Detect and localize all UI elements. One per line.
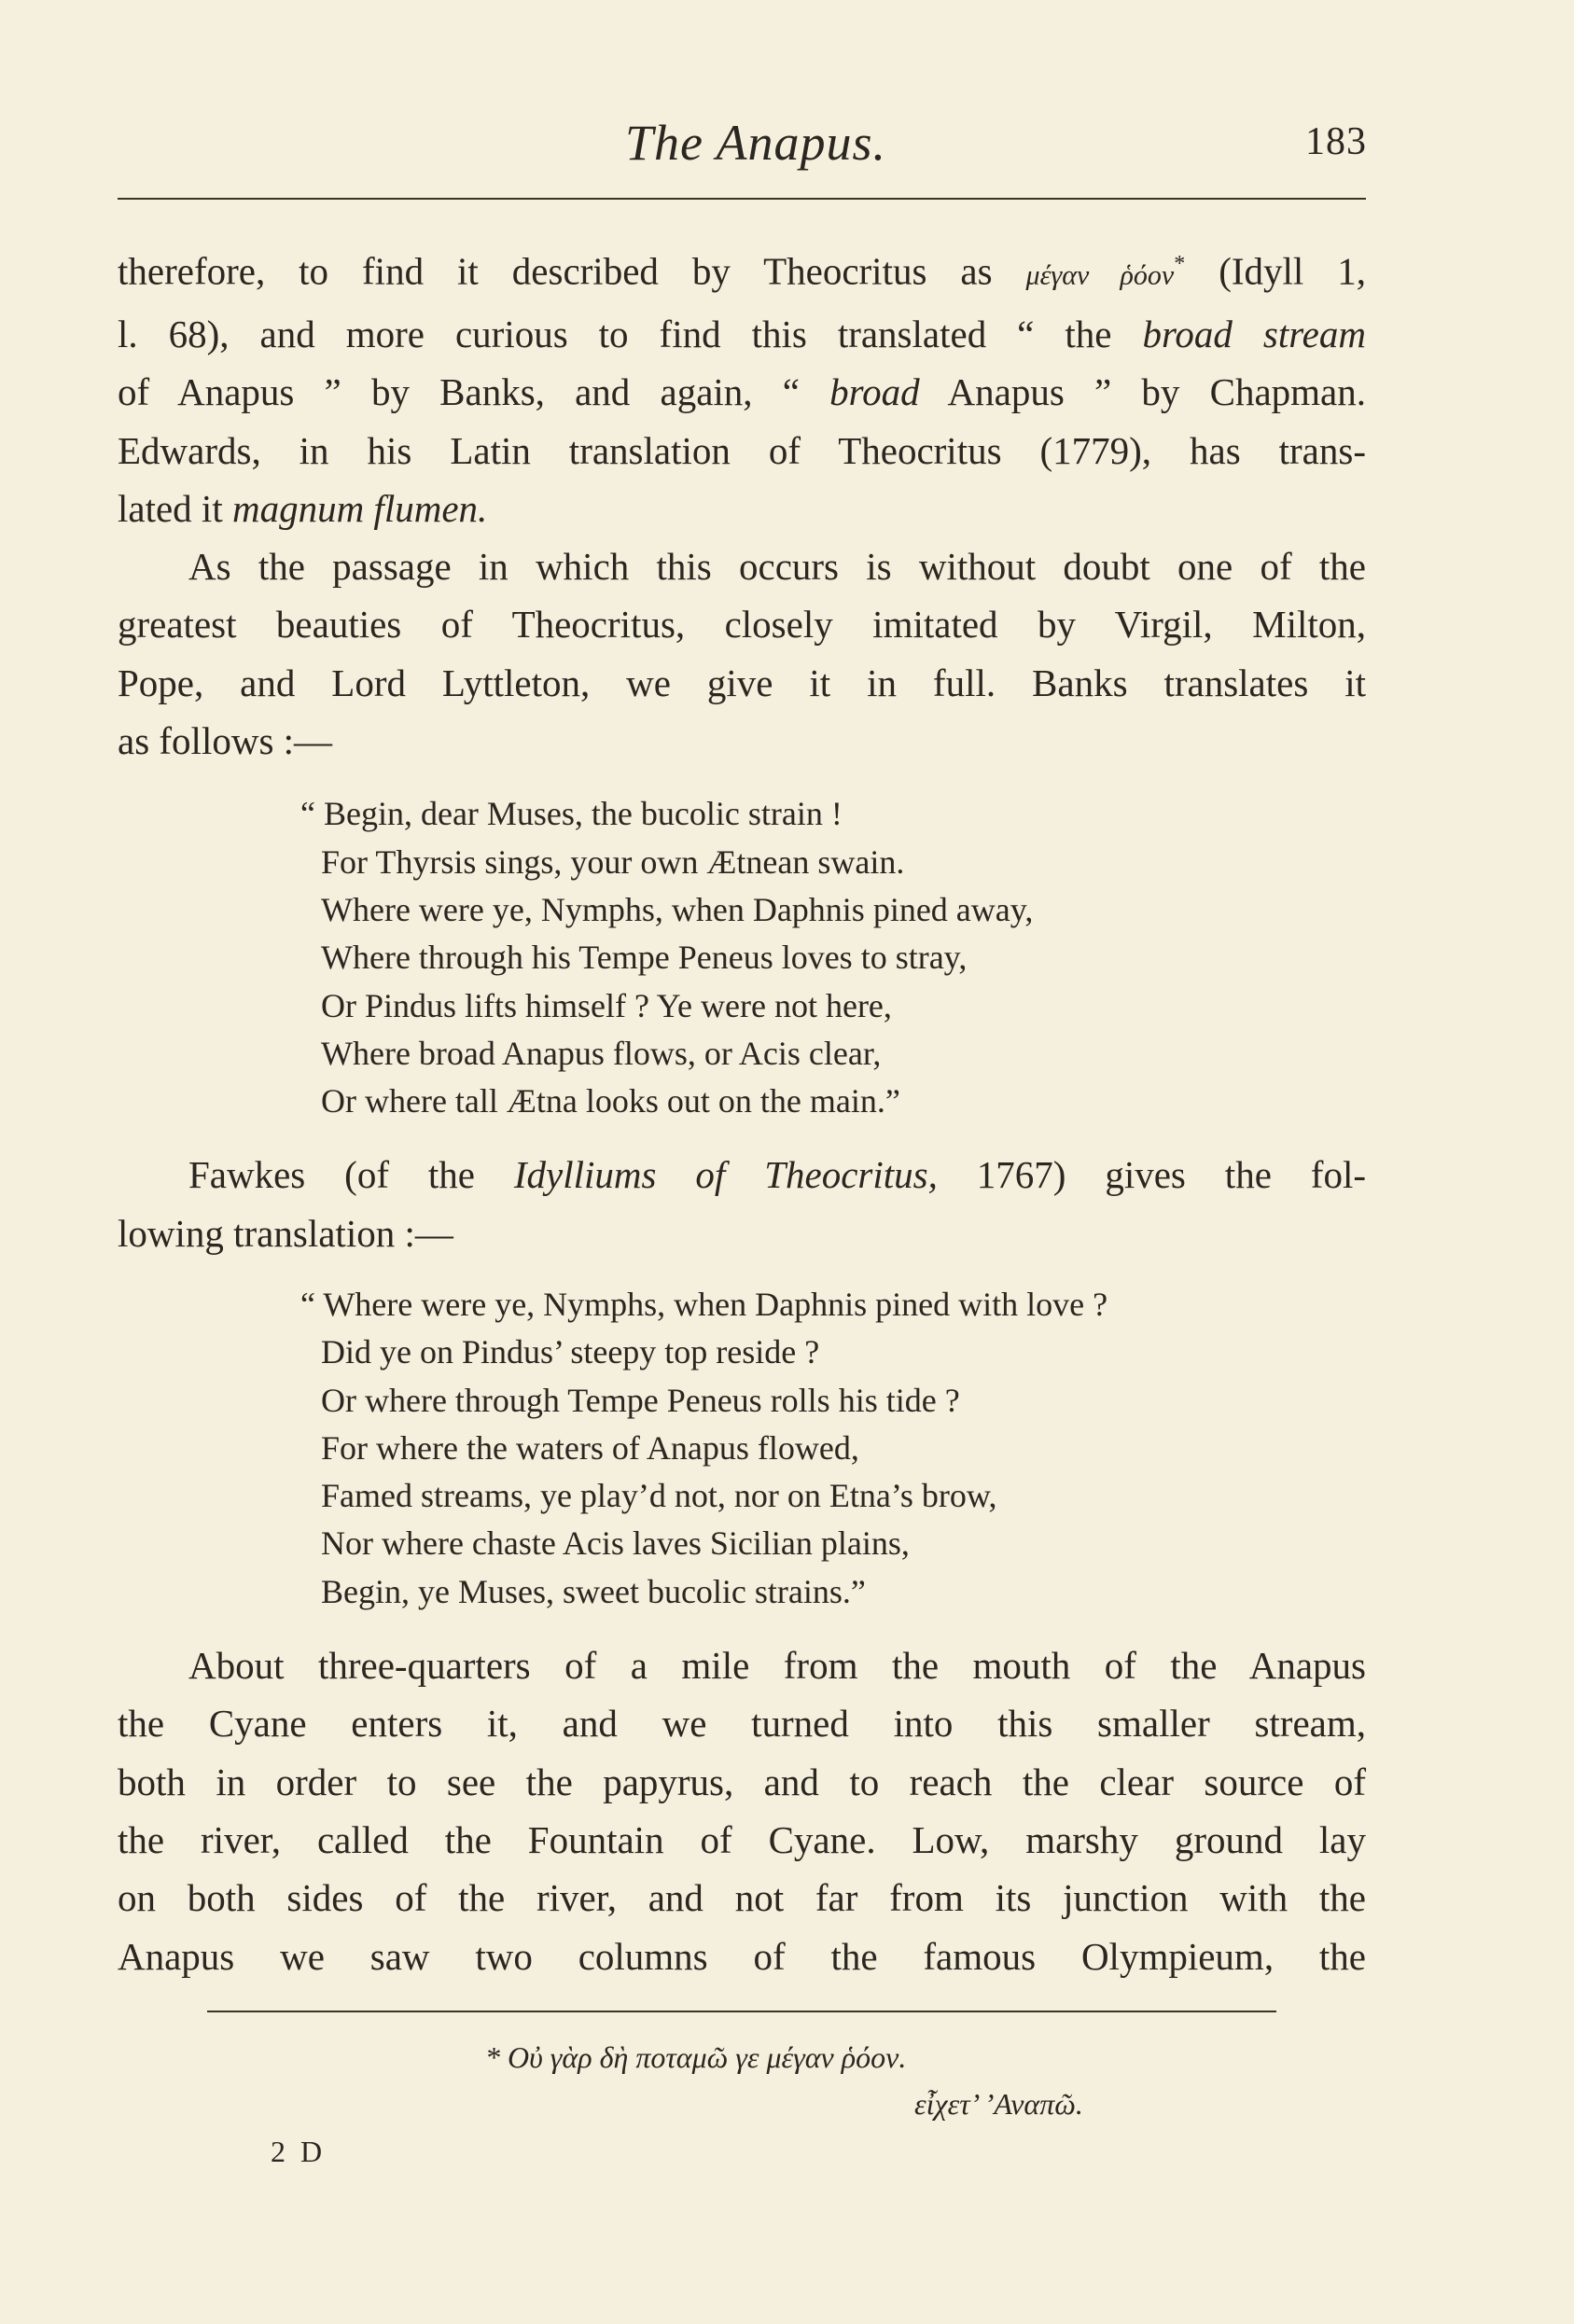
- footnote-line: * Οὐ γὰρ δὴ ποταμῶ γε μέγαν ῥόον.: [485, 2040, 907, 2074]
- footnote-marker: *: [1174, 252, 1186, 276]
- text-span: Fawkes (of the: [188, 1153, 514, 1197]
- verse-line: “ Begin, dear Muses, the bucolic strain !: [300, 795, 843, 833]
- paragraph-4: [118, 1636, 1366, 1985]
- verse-line: Where broad Anapus flows, or Acis clear,: [321, 1034, 882, 1072]
- verse-line: Begin, ye Muses, sweet bucolic strains.”: [321, 1572, 866, 1610]
- running-head-title: The Anapus.: [624, 115, 887, 171]
- greek-phrase: μέγαν ῥόον: [1025, 259, 1175, 291]
- text-span: (Idyll 1,: [1185, 249, 1366, 293]
- verse-line: For where the waters of Anapus flowed,: [321, 1428, 859, 1467]
- verse-line: For Thyrsis sings, your own Ætnean swain.: [321, 842, 905, 881]
- text-span: l. 68), and more curious to find this translated “ the: [118, 312, 1143, 355]
- verse-line: Or Pindus lifts himself ? Ye were not here,: [321, 986, 892, 1024]
- verse-quotation-banks: [300, 790, 1280, 1125]
- text-line: [118, 480, 1366, 537]
- text-line: [118, 1146, 1366, 1204]
- paragraph-1: [118, 235, 1366, 537]
- text-line: [118, 363, 1366, 421]
- text-line: lowing translation :—: [118, 1211, 453, 1255]
- signature-mark: 2 D: [271, 2135, 327, 2168]
- verse-quotation-fawkes: [300, 1281, 1280, 1616]
- footnote: [485, 2034, 1194, 2127]
- text-span: therefore, to find it described by Theocritus as: [118, 249, 1026, 293]
- verse-line: “ Where were ye, Nymphs, when Daphnis pined with love ?: [300, 1286, 1108, 1323]
- text-line: [118, 235, 1366, 305]
- paragraph-2: [118, 537, 1366, 770]
- paragraph-3: [118, 1146, 1366, 1262]
- text-span: 1767) gives the fol-: [937, 1153, 1366, 1197]
- page-number: 183: [1305, 120, 1367, 163]
- italic-phrase: Idylliums of Theocritus,: [513, 1153, 938, 1197]
- verse-line: Where were ye, Nymphs, when Daphnis pined away,: [321, 890, 1034, 928]
- text-span: Anapus ” by Chapman.: [919, 370, 1366, 414]
- text-line: As the passage in which this occurs is without doubt one of the: [188, 545, 1366, 589]
- verse-line: Or where through Tempe Peneus rolls his tide ?: [321, 1381, 960, 1419]
- verse-line: Where through his Tempe Peneus loves to stray,: [321, 939, 968, 977]
- italic-phrase: broad: [829, 370, 920, 414]
- verse-line: Or where tall Ætna looks out on the main.”: [321, 1082, 900, 1120]
- text-line: Edwards, in his Latin translation of Theocritus (1779), has trans-: [118, 428, 1366, 472]
- text-span: lated it: [118, 486, 232, 530]
- verse-line: Famed streams, ye play’d not, nor on Etna’s brow,: [321, 1477, 997, 1515]
- italic-phrase: broad stream: [1142, 312, 1366, 355]
- text-line: the Cyane enters it, and we turned into this smaller stream,: [118, 1702, 1366, 1746]
- text-line: on both sides of the river, and not far from its junction with the: [118, 1876, 1366, 1920]
- footnote-line: εἶχετ’ ’Αναπῶ.: [914, 2087, 1083, 2121]
- text-line: Pope, and Lord Lyttleton, we give it in full. Banks translates it: [118, 661, 1366, 704]
- text-line: About three-quarters of a mile from the mouth of the Anapus: [188, 1644, 1366, 1688]
- text-span: of Anapus ” by Banks, and again, “: [118, 370, 830, 414]
- text-line: as follows :—: [118, 719, 333, 763]
- text-line: greatest beauties of Theocritus, closely imitated by Virgil, Milton,: [118, 603, 1366, 647]
- footnote-rule: [207, 2011, 1276, 2012]
- italic-phrase: magnum flumen.: [231, 486, 488, 530]
- verse-line: Did ye on Pindus’ steepy top reside ?: [321, 1333, 820, 1371]
- text-line: the river, called the Fountain of Cyane. Low, marshy ground lay: [118, 1817, 1366, 1861]
- header-rule: [118, 198, 1366, 200]
- text-line: both in order to see the papyrus, and to reach the clear source of: [118, 1760, 1366, 1803]
- text-line: Anapus we saw two columns of the famous Olympieum, the: [118, 1934, 1366, 1978]
- text-line: [118, 305, 1366, 363]
- body-text: [118, 235, 1366, 1985]
- verse-line: Nor where chaste Acis laves Sicilian plains,: [321, 1524, 910, 1563]
